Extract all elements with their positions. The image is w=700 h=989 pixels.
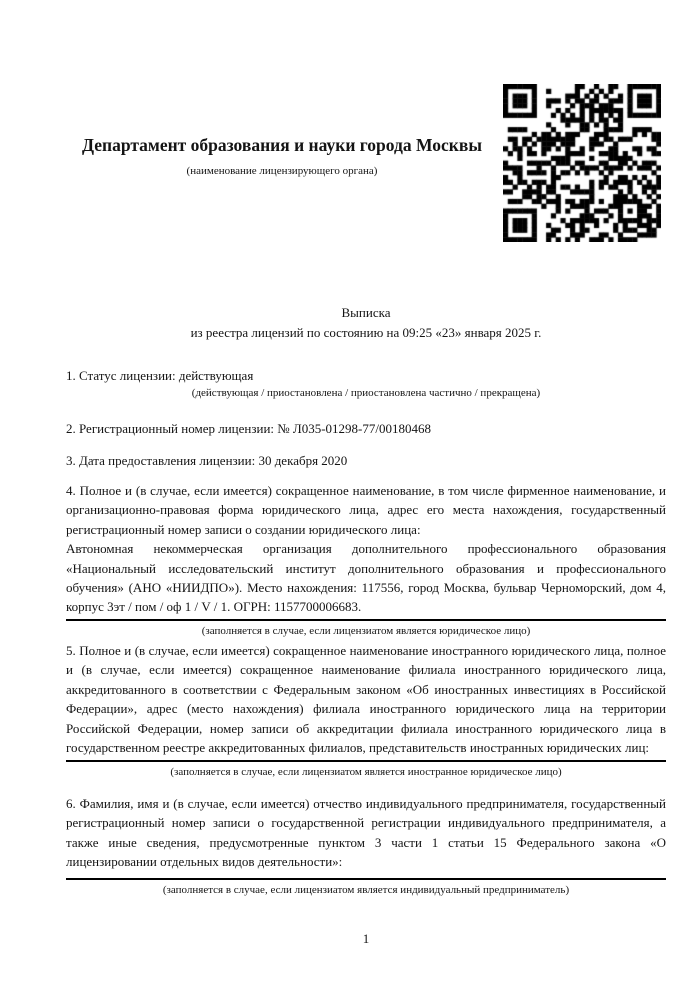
license-status-text: 1. Статус лицензии: действующая — [66, 368, 254, 383]
legal-entity-intro: 4. Полное и (в случае, если имеется) сокращенное наименование, в том числе фирменное наименование, и организационно-правовая форма юридического лица, адрес его места нахождения, государственный регистрационный номер записи о создании юридического лица: — [66, 483, 666, 537]
grant-date-text: 3. Дата предоставления лицензии: 30 декабря 2020 — [66, 453, 348, 468]
page-number: 1 — [362, 931, 370, 946]
qr-code — [503, 84, 661, 242]
legal-entity-underline — [66, 619, 666, 621]
foreign-entity-underline — [66, 760, 666, 762]
foreign-entity-caption: (заполняется в случае, если лицензиатом является иностранное юридическое лицо) — [170, 766, 562, 779]
legal-entity-value: Автономная некоммерческая организация дополнительного профессионального образования «Национальный исследовательский институт дополнительного образования и профессионального обучения» (АНО «НИИДПО»). Место нахождения: 117556, город Москва, бульвар Черноморский, дом 4, корпус 3эт / пом / оф 1 / V / 1. ОГРН: 1157700006683. — [66, 541, 666, 615]
document-title — [66, 303, 666, 342]
legal-entity-caption: (заполняется в случае, если лицензиатом является юридическое лицо) — [201, 624, 531, 637]
qr-code-container — [503, 84, 661, 242]
licensing-organ-name: Департамент образования и науки города Москвы — [81, 135, 482, 155]
document-title-line1: Выписка — [341, 305, 391, 320]
header-block — [66, 132, 498, 178]
individual-entrepreneur-caption: (заполняется в случае, если лицензиатом является индивидуальный предприниматель) — [162, 883, 570, 896]
section-legal-entity — [66, 481, 666, 638]
licensing-organ-caption: (наименование лицензирующего органа) — [186, 165, 378, 177]
individual-entrepreneur-text: 6. Фамилия, имя и (в случае, если имеется) отчество индивидуального предпринимателя, государственный регистрационный номер записи о государственной регистрации индивидуального предпринимателя, а также иные сведения, предусмотренные пунктом 3 части 1 статьи 15 Федерального закона «О лицензировании отдельных видов деятельности»: — [66, 796, 666, 870]
section-registration-number — [66, 419, 666, 438]
section-foreign-entity — [66, 641, 666, 779]
section-grant-date — [66, 451, 666, 470]
section-license-status — [66, 366, 666, 400]
license-status-caption: (действующая / приостановлена / приостановлена частично / прекращена) — [191, 387, 541, 400]
section-individual-entrepreneur — [66, 794, 666, 897]
document-title-line2: из реестра лицензий по состоянию на 09:25 «23» января 2025 г. — [190, 324, 542, 340]
individual-entrepreneur-underline — [66, 878, 666, 880]
registration-number-text: 2. Регистрационный номер лицензии: № Л035-01298-77/00180468 — [66, 421, 432, 436]
foreign-entity-text: 5. Полное и (в случае, если имеется) сокращенное наименование иностранного юридического лица, полное и (в случае, если имеется) сокращенное наименование филиала иностранного юридического лица, аккредитованного в соответствии с Федеральным законом «Об иностранных инвестициях в Российской Федерации», адрес (место нахождения) филиала иностранного юридического лица на территории Российской Федерации, номер записи об аккредитации филиала иностранного юридического лица в государственном реестре аккредитованных филиалов, представительств иностранных юридических лиц: — [66, 643, 666, 756]
